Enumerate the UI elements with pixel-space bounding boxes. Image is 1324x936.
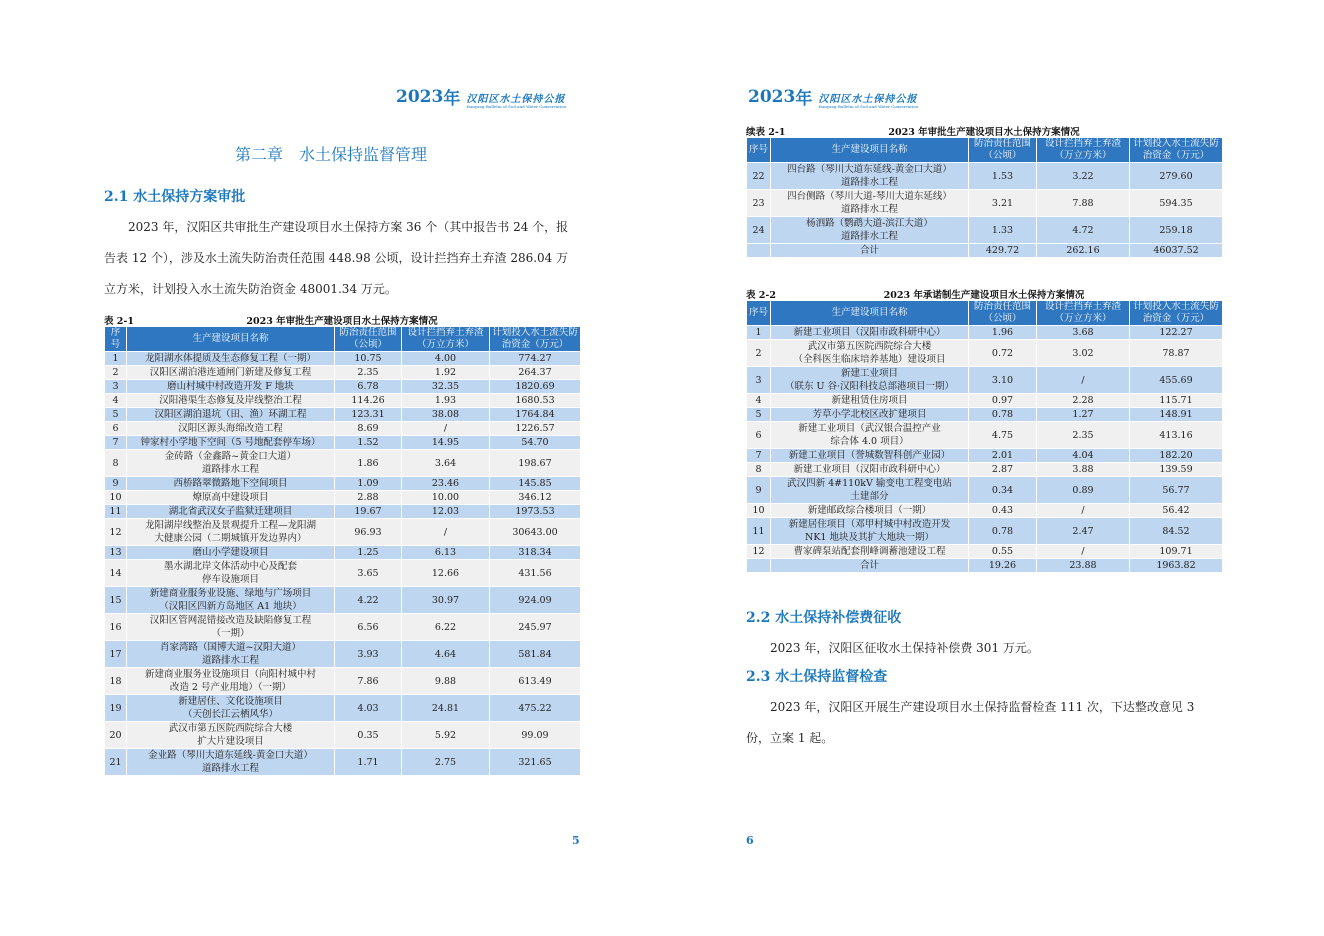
col-header-no: 序号 — [747, 138, 771, 163]
cell-project-name: 新建居住、文化设施项目 （天创长江云栖风华） — [127, 695, 335, 722]
cell-project-name: 汉阳区湖泊港连通闸门新建及修复工程 — [127, 366, 335, 380]
cell-area: 1.71 — [335, 749, 402, 776]
cell-total-slag: 262.16 — [1037, 244, 1130, 258]
table-row — [747, 408, 1223, 422]
cell-fund: 318.34 — [490, 546, 581, 560]
cell-slag: 3.68 — [1037, 326, 1130, 340]
cell-fund: 198.67 — [490, 450, 581, 477]
table-row — [105, 519, 581, 546]
cell-area: 7.86 — [335, 668, 402, 695]
table-2-2-caption — [746, 287, 1222, 300]
cell-slag: 4.64 — [402, 641, 490, 668]
table-total-row — [747, 244, 1223, 258]
table-row — [105, 352, 581, 366]
cell-area: 96.93 — [335, 519, 402, 546]
cell-fund: 84.52 — [1130, 518, 1223, 545]
cell-no: 6 — [747, 422, 771, 449]
col-header-no: 序号 — [105, 327, 127, 352]
cell-fund: 99.09 — [490, 722, 581, 749]
table-row — [747, 340, 1223, 367]
table-row — [105, 695, 581, 722]
cell-area: 3.21 — [969, 190, 1037, 217]
cell-fund: 182.20 — [1130, 449, 1223, 463]
cell-fund: 115.71 — [1130, 394, 1223, 408]
cell-project-name: 金业路（琴川大道东延线-黄金口大道） 道路排水工程 — [127, 749, 335, 776]
table-row — [747, 463, 1223, 477]
table-row — [105, 436, 581, 450]
cell-area: 2.01 — [969, 449, 1037, 463]
cell-project-name: 新建工业项目 （联东 U 谷·汉阳科技总部港项目一期） — [771, 367, 969, 394]
cell-total-slag: 23.88 — [1037, 559, 1130, 573]
cell-no: 5 — [105, 408, 127, 422]
section-2-2-heading: 2.2 水土保持补偿费征收 — [746, 610, 902, 626]
col-header-fund: 计划投入水土流失防治资金（万元） — [490, 327, 581, 352]
cell-no: 8 — [105, 450, 127, 477]
cell-fund: 774.27 — [490, 352, 581, 366]
cell-fund: 1973.53 — [490, 505, 581, 519]
cell-project-name: 湖北省武汉女子监狱迁建项目 — [127, 505, 335, 519]
cell-total-area: 429.72 — [969, 244, 1037, 258]
right-page — [662, 0, 1324, 936]
cell-fund: 279.60 — [1130, 163, 1223, 190]
table-row — [105, 560, 581, 587]
cell-area: 1.96 — [969, 326, 1037, 340]
cell-fund: 56.42 — [1130, 504, 1223, 518]
cell-fund: 431.56 — [490, 560, 581, 587]
table-header-row — [747, 301, 1223, 326]
table-row — [747, 217, 1223, 244]
table-header-row — [747, 138, 1223, 163]
cell-fund: 594.35 — [1130, 190, 1223, 217]
cell-no: 1 — [747, 326, 771, 340]
table-2-2-number: 表 2-2 — [746, 290, 776, 301]
cell-project-name: 武汉市第五医院西院综合大楼 扩大片建设项目 — [127, 722, 335, 749]
cell-fund: 455.69 — [1130, 367, 1223, 394]
cell-slag: / — [1037, 367, 1130, 394]
cell-slag: 23.46 — [402, 477, 490, 491]
cell-fund: 145.85 — [490, 477, 581, 491]
cell-fund: 1764.84 — [490, 408, 581, 422]
cell-no: 7 — [747, 449, 771, 463]
table-2-1-number: 表 2-1 — [104, 316, 134, 327]
cell-total-fund: 46037.52 — [1130, 244, 1223, 258]
chapter-title: 第二章 水土保持监督管理 — [234, 145, 427, 164]
cell-no: 9 — [105, 477, 127, 491]
cell-slag: 2.28 — [1037, 394, 1130, 408]
cell-project-name: 武汉市第五医院西院综合大楼 （全科医生临床培养基地）建设项目 — [771, 340, 969, 367]
table-2-2 — [746, 300, 1223, 573]
table-2-1-cont-caption — [746, 124, 1222, 137]
cell-area: 0.35 — [335, 722, 402, 749]
table-row — [105, 505, 581, 519]
header-en-title: Hanyang Bulletin of Soil and Water Conservation — [818, 104, 919, 109]
cell-area: 0.55 — [969, 545, 1037, 559]
cell-area: 0.34 — [969, 477, 1037, 504]
cell-slag: 1.92 — [402, 366, 490, 380]
table-row — [105, 380, 581, 394]
cell-no: 15 — [105, 587, 127, 614]
cell-no: 20 — [105, 722, 127, 749]
cell-project-name: 新建工业项目（誉城数智科创产业园） — [771, 449, 969, 463]
table-row — [105, 641, 581, 668]
table-row — [747, 518, 1223, 545]
cell-no: 6 — [105, 422, 127, 436]
table-row — [747, 394, 1223, 408]
cell-project-name: 磨山村城中村改造开发 F 地块 — [127, 380, 335, 394]
cell-slag: 12.66 — [402, 560, 490, 587]
cell-area: 4.22 — [335, 587, 402, 614]
cell-no: 2 — [105, 366, 127, 380]
cell-project-name: 新建邮政综合楼项目（一期） — [771, 504, 969, 518]
table-row — [105, 546, 581, 560]
cell-project-name: 磨山小学建设项目 — [127, 546, 335, 560]
cell-no: 16 — [105, 614, 127, 641]
page-number: 6 — [746, 834, 754, 847]
table-header-row — [105, 327, 581, 352]
cell-area: 19.67 — [335, 505, 402, 519]
header-title-block — [466, 95, 566, 109]
cell-project-name: 新建居住项目（邓甲村城中村改造开发 NK1 地块及其扩大地块一期） — [771, 518, 969, 545]
bulletin-header — [748, 84, 918, 109]
cell-slag: 2.35 — [1037, 422, 1130, 449]
cell-fund: 122.27 — [1130, 326, 1223, 340]
cell-slag: 30.97 — [402, 587, 490, 614]
cell-project-name: 钟家村小学地下空间（5 号地配套停车场） — [127, 436, 335, 450]
cell-fund: 139.59 — [1130, 463, 1223, 477]
cell-fund: 321.65 — [490, 749, 581, 776]
cell-area: 0.43 — [969, 504, 1037, 518]
cell-fund: 413.16 — [1130, 422, 1223, 449]
cell-no: 3 — [105, 380, 127, 394]
cell-project-name: 金砖路（金鑫路~黄金口大道） 道路排水工程 — [127, 450, 335, 477]
header-cn-title: 汉阳区水土保持公报 — [466, 94, 566, 105]
table-row — [105, 408, 581, 422]
cell-no: 13 — [105, 546, 127, 560]
table-row — [105, 587, 581, 614]
header-year-suffix: 年 — [795, 89, 813, 109]
col-header-area: 防治责任范围（公顷） — [969, 301, 1037, 326]
cell-area: 1.09 — [335, 477, 402, 491]
cell-project-name: 曹家碑泵站配套削峰调蓄池建设工程 — [771, 545, 969, 559]
cell-fund: 78.87 — [1130, 340, 1223, 367]
table-2-1-cont-title: 2023 年审批生产建设项目水土保持方案情况 — [888, 127, 1080, 138]
cell-slag: 6.22 — [402, 614, 490, 641]
cell-slag: 3.02 — [1037, 340, 1130, 367]
cell-total-fund: 1963.82 — [1130, 559, 1223, 573]
cell-slag: 0.89 — [1037, 477, 1130, 504]
cell-area: 1.53 — [969, 163, 1037, 190]
cell-fund: 475.22 — [490, 695, 581, 722]
cell-no: 14 — [105, 560, 127, 587]
header-year-text: 2023 — [396, 86, 444, 107]
cell-area: 3.65 — [335, 560, 402, 587]
header-year — [396, 84, 460, 109]
section-2-1-heading: 2.1 水土保持方案审批 — [104, 189, 246, 205]
col-header-slag: 设计拦挡弃土弃渣（万立方米） — [1037, 301, 1130, 326]
cell-no: 10 — [747, 504, 771, 518]
cell-project-name: 汉阳区管网混错接改造及缺陷修复工程 （一期） — [127, 614, 335, 641]
cell-slag: 24.81 — [402, 695, 490, 722]
section-2-1-paragraph: 2023 年，汉阳区共审批生产建设项目水土保持方案 36 个（其中报告书 24 个，报告表 12 个），涉及水土流失防治责任范围 448.98 公顷，设计拦挡弃土弃渣 286.04 万立方米，计划投入水土流失防治资金 48001.34 万元。 — [104, 220, 569, 296]
cell-project-name: 新建工业项目（武汉银合温控产业 综合体 4.0 项目） — [771, 422, 969, 449]
cell-fund: 1680.53 — [490, 394, 581, 408]
cell-slag: 7.88 — [1037, 190, 1130, 217]
cell-fund: 30643.00 — [490, 519, 581, 546]
cell-no: 18 — [105, 668, 127, 695]
cell-no: 11 — [105, 505, 127, 519]
col-header-area: 防治责任范围（公顷） — [969, 138, 1037, 163]
cell-area: 4.03 — [335, 695, 402, 722]
cell-no: 8 — [747, 463, 771, 477]
table-total-row — [747, 559, 1223, 573]
cell-project-name: 西桥路翠微路地下空间项目 — [127, 477, 335, 491]
cell-slag: 4.72 — [1037, 217, 1130, 244]
cell-slag: 4.00 — [402, 352, 490, 366]
cell-slag: / — [1037, 545, 1130, 559]
cell-project-name: 新建租赁住房项目 — [771, 394, 969, 408]
table-row — [105, 614, 581, 641]
cell-project-name: 新建工业项目（汉阳市政科研中心） — [771, 326, 969, 340]
table-row — [747, 504, 1223, 518]
table-2-1-cont-number: 续表 2-1 — [746, 127, 786, 138]
cell-no: 4 — [105, 394, 127, 408]
col-header-no: 序号 — [747, 301, 771, 326]
cell-project-name: 四台侧路（琴川大道-琴川大道东延线） 道路排水工程 — [771, 190, 969, 217]
cell-area: 1.86 — [335, 450, 402, 477]
col-header-name: 生产建设项目名称 — [127, 327, 335, 352]
cell-total-area: 19.26 — [969, 559, 1037, 573]
cell-fund: 54.70 — [490, 436, 581, 450]
cell-area: 1.25 — [335, 546, 402, 560]
cell-no: 2 — [747, 340, 771, 367]
cell-area: 6.56 — [335, 614, 402, 641]
cell-area: 3.10 — [969, 367, 1037, 394]
cell-area: 0.97 — [969, 394, 1037, 408]
table-2-1-caption — [104, 313, 580, 326]
cell-slag: 1.27 — [1037, 408, 1130, 422]
cell-area: 2.35 — [335, 366, 402, 380]
cell-project-name: 武汉四新 4#110kV 输变电工程变电站 土建部分 — [771, 477, 969, 504]
cell-no: 4 — [747, 394, 771, 408]
cell-slag: 12.03 — [402, 505, 490, 519]
cell-area: 3.93 — [335, 641, 402, 668]
cell-fund: 56.77 — [1130, 477, 1223, 504]
page-number: 5 — [572, 834, 580, 847]
table-row — [105, 477, 581, 491]
table-row — [747, 163, 1223, 190]
cell-project-name: 新建工业项目（汉阳市政科研中心） — [771, 463, 969, 477]
cell-no: 12 — [747, 545, 771, 559]
table-row — [105, 422, 581, 436]
cell-project-name: 四台路（琴川大道东延线-黄金口大道） 道路排水工程 — [771, 163, 969, 190]
cell-no: 3 — [747, 367, 771, 394]
cell-fund: 264.37 — [490, 366, 581, 380]
cell-slag: 14.95 — [402, 436, 490, 450]
cell-slag: 4.04 — [1037, 449, 1130, 463]
cell-fund: 148.91 — [1130, 408, 1223, 422]
cell-area: 6.78 — [335, 380, 402, 394]
table-row — [747, 326, 1223, 340]
bulletin-header — [396, 84, 566, 109]
header-year-suffix: 年 — [443, 89, 461, 109]
cell-project-name: 新建商业服务业设施、绿地与广场项目 （汉阳区四新方岛地区 A1 地块） — [127, 587, 335, 614]
cell-no: 17 — [105, 641, 127, 668]
col-header-fund: 计划投入水土流失防治资金（万元） — [1130, 138, 1223, 163]
cell-project-name: 汉阳区湖泊退坑（田、渔）环湖工程 — [127, 408, 335, 422]
cell-no: 24 — [747, 217, 771, 244]
cell-slag: 3.88 — [1037, 463, 1130, 477]
table-row — [105, 366, 581, 380]
table-row — [747, 477, 1223, 504]
cell-slag: 5.92 — [402, 722, 490, 749]
cell-fund: 259.18 — [1130, 217, 1223, 244]
section-2-3-heading: 2.3 水土保持监督检查 — [746, 669, 888, 685]
cell-slag: 1.93 — [402, 394, 490, 408]
cell-slag: / — [402, 422, 490, 436]
col-header-name: 生产建设项目名称 — [771, 301, 969, 326]
cell-no: 7 — [105, 436, 127, 450]
table-row — [105, 450, 581, 477]
cell-fund: 109.71 — [1130, 545, 1223, 559]
table-row — [747, 190, 1223, 217]
cell-no: 19 — [105, 695, 127, 722]
cell-project-name: 汉阳区源头海绵改造工程 — [127, 422, 335, 436]
cell-no: 22 — [747, 163, 771, 190]
cell-project-name: 墨水湖北岸文体活动中心及配套 停车设施项目 — [127, 560, 335, 587]
cell-area: 114.26 — [335, 394, 402, 408]
cell-area: 0.78 — [969, 518, 1037, 545]
table-row — [105, 749, 581, 776]
cell-no: 23 — [747, 190, 771, 217]
cell-slag: 6.13 — [402, 546, 490, 560]
cell-slag: / — [402, 519, 490, 546]
cell-fund: 1820.69 — [490, 380, 581, 394]
cell-project-name: 汉阳港渠生态修复及岸线整治工程 — [127, 394, 335, 408]
cell-area: 8.69 — [335, 422, 402, 436]
table-row — [747, 422, 1223, 449]
cell-total-label: 合计 — [771, 244, 969, 258]
cell-area: 2.87 — [969, 463, 1037, 477]
cell-project-name: 龙阳湖水体提质及生态修复工程（一期） — [127, 352, 335, 366]
header-year-text: 2023 — [748, 86, 796, 107]
table-row — [105, 668, 581, 695]
cell-slag: 3.64 — [402, 450, 490, 477]
table-row — [747, 545, 1223, 559]
header-year — [748, 84, 812, 109]
cell-slag: 32.35 — [402, 380, 490, 394]
cell-project-name: 芳草小学北校区改扩建项目 — [771, 408, 969, 422]
col-header-slag: 设计拦挡弃土弃渣（万立方米） — [402, 327, 490, 352]
cell-project-name: 新建商业服务业设施项目（向阳村城中村 改造 2 号产业用地）（一期） — [127, 668, 335, 695]
header-title-block — [818, 95, 918, 109]
cell-slag: 38.08 — [402, 408, 490, 422]
table-row — [105, 394, 581, 408]
table-row — [105, 491, 581, 505]
cell-slag: 2.75 — [402, 749, 490, 776]
cell-slag: 9.88 — [402, 668, 490, 695]
cell-project-name: 肖家湾路（国博大道~汉阳大道） 道路排水工程 — [127, 641, 335, 668]
cell-project-name: 燎原高中建设项目 — [127, 491, 335, 505]
cell-fund: 581.84 — [490, 641, 581, 668]
col-header-area: 防治责任范围（公顷） — [335, 327, 402, 352]
cell-total-label: 合计 — [771, 559, 969, 573]
cell-area: 1.52 — [335, 436, 402, 450]
cell-no: 9 — [747, 477, 771, 504]
table-2-1-title: 2023 年审批生产建设项目水土保持方案情况 — [246, 316, 438, 327]
cell-area: 0.78 — [969, 408, 1037, 422]
cell-area: 1.33 — [969, 217, 1037, 244]
cell-area: 123.31 — [335, 408, 402, 422]
col-header-slag: 设计拦挡弃土弃渣（万立方米） — [1037, 138, 1130, 163]
cell-fund: 924.09 — [490, 587, 581, 614]
table-row — [105, 722, 581, 749]
section-2-2-paragraph: 2023 年，汉阳区征收水土保持补偿费 301 万元。 — [770, 641, 1039, 655]
cell-no: 10 — [105, 491, 127, 505]
table-2-1-continued — [746, 137, 1223, 258]
cell-project-name: 杨泗路（鹦鹉大道-滨江大道） 道路排水工程 — [771, 217, 969, 244]
cell-fund: 1226.57 — [490, 422, 581, 436]
cell-slag: / — [1037, 504, 1130, 518]
cell-fund: 613.49 — [490, 668, 581, 695]
cell-slag: 2.47 — [1037, 518, 1130, 545]
col-header-fund: 计划投入水土流失防治资金（万元） — [1130, 301, 1223, 326]
cell-project-name: 龙阳湖岸线整治及景观提升工程—龙阳湖 大健康公园（二期城镇开发边界内） — [127, 519, 335, 546]
cell-no: 11 — [747, 518, 771, 545]
cell-fund: 346.12 — [490, 491, 581, 505]
cell-no: 1 — [105, 352, 127, 366]
col-header-name: 生产建设项目名称 — [771, 138, 969, 163]
cell-blank — [747, 244, 771, 258]
table-2-1 — [104, 326, 581, 776]
table-row — [747, 367, 1223, 394]
cell-blank — [747, 559, 771, 573]
section-2-3-paragraph: 2023 年，汉阳区开展生产建设项目水土保持监督检查 111 次，下达整改意见 3 份，立案 1 起。 — [746, 700, 1195, 745]
cell-no: 12 — [105, 519, 127, 546]
table-row — [747, 449, 1223, 463]
cell-no: 5 — [747, 408, 771, 422]
cell-slag: 10.00 — [402, 491, 490, 505]
cell-area: 4.75 — [969, 422, 1037, 449]
cell-fund: 245.97 — [490, 614, 581, 641]
cell-no: 21 — [105, 749, 127, 776]
header-cn-title: 汉阳区水土保持公报 — [818, 94, 918, 105]
cell-area: 10.75 — [335, 352, 402, 366]
cell-area: 0.72 — [969, 340, 1037, 367]
cell-slag: 3.22 — [1037, 163, 1130, 190]
cell-area: 2.88 — [335, 491, 402, 505]
header-en-title: Hanyang Bulletin of Soil and Water Conservation — [466, 104, 567, 109]
table-2-2-title: 2023 年承诺制生产建设项目水土保持方案情况 — [883, 290, 1085, 301]
